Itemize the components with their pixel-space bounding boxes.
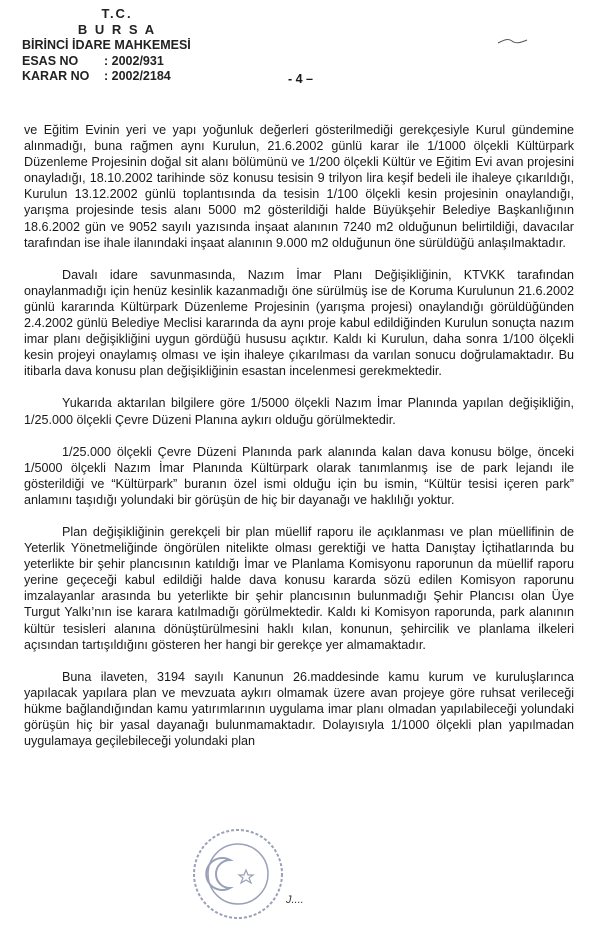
document-header — [22, 6, 212, 85]
esas-no-value: : 2002/931 — [104, 53, 164, 68]
court-name: BİRİNCİ İDARE MAHKEMESİ — [22, 38, 191, 52]
paragraph: ve Eğitim Evinin yeri ve yapı yoğunluk değerleri gösterilmediği gerekçesiyle Kurul gündemine alınmadığı, buna rağmen aynı Kurulun, 21.6.2002 günlü karar ile 1/1000 ölçekli Kültürpark Düzenleme Projesinin doğal sit alanı bölümünü ve 1/200 ölçekli Kültür ve Eğitim Evi avan projesini onayladığı, 18.10.2002 tarihinde söz konusu tesisin 9 trilyon lira keşif bedeli ile ihaleye çıkarıldığı, Kurulun 13.12.2002 günlü toplantısında da tesisin 1/100 ölçekli kesin projesinin onaylandığı, yarışma projesinde tesis alanı 5000 m2 gösterildiği halde Büyükşehir Belediye Başkanlığının 18.6.2002 gün ve 9052 sayılı yazısında inşaat alanının 7240 m2 olduğunun belirtildiği, davacılar tarafından ise ihale ilanındaki inşaat alanının 9.000 m2 olduğunun öne sürüldüğü anlaşılmaktadır. — [24, 123, 574, 250]
esas-no-label: ESAS NO — [22, 53, 79, 68]
karar-no-value: : 2002/2184 — [104, 69, 171, 83]
country-label: T.C. — [101, 6, 133, 21]
page-number: - 4 – — [288, 72, 314, 86]
paragraph: Buna ilaveten, 3194 sayılı Kanunun 26.maddesinde kamu kurum ve kuruluşlarınca yapılacak yapılara plan ve mevzuata aykırı olmamak üzere avan projeye göre ruhsat verileceği hükme bağlandığından kamu yatırımlarının uygulama imar planı olmadan yapılabileceği yolundaki görüşün hiç bir yasal dayanağı bulunmamaktadır. Dolayısıyla 1/1000 ölçekli plan yapılmadan uygulamaya geçilebileceği yolundaki plan — [24, 669, 574, 749]
pen-mark-icon — [496, 34, 530, 48]
document-body — [24, 122, 574, 765]
karar-no-label: KARAR NO — [22, 69, 90, 83]
karar-no-line — [22, 69, 212, 85]
city-label: B U R S A — [77, 22, 157, 37]
paragraph: 1/25.000 ölçekli Çevre Düzeni Planında park alanında kalan dava konusu bölge, önceki 1/5000 ölçekli Nazım İmar Planında Kültürpark olarak tanımlanmış ise de park lejandı ile gösterildiği ve “Kültürpark” buranın özel ismi olduğu için bu ismin, “Kültür tesisi içeren park” anlamını taşıdığı yolundaki bir görüşün de hiç bir dayanağı ve haklılığı yoktur. — [24, 444, 574, 507]
paragraph: Yukarıda aktarılan bilgilere göre 1/5000 ölçekli Nazım İmar Planında yapılan değişikliğin, 1/25.000 ölçekli Çevre Düzeni Planına aykırı olduğu görülmektedir. — [24, 396, 574, 427]
signature: J.... — [286, 894, 304, 906]
esas-no-line — [22, 54, 212, 70]
paragraph: Plan değişikliğinin gerekçeli bir plan müellif raporu ile açıklanması ve plan müellifinin de Yeterlik Yönetmeliğinde öngörülen nitelikte olması gerektiği ve hatta Danıştay İçtihatlarında bu yeterlikte bir şehir plancısının katıldığı İmar ve Planlama Komisyonu raporunun da müellif raporu yerine geçeceği kabul edildiği halde dava konusu kararda sözü edilen Komisyon raporunu imzalayanlar arasında bu yeterlikte bir şehir plancısının bulunmadığı Şehir Plancısı olan Üye Turgut Yalkı’nın ise karara katılmadığı görülmektedir. Kaldı ki Komisyon raporunda, park alanının kültür tesisleri alanına dönüştürülmesini haklı kılan, konunun, şehircilik ve planlama ilkeleri açısından tartışıldığını gösteren her hangi bir gerekçe yer almamaktadır. — [24, 524, 574, 652]
paragraph: Davalı idare savunmasında, Nazım İmar Planı Değişikliğinin, KTVKK tarafından onaylanmadığı için henüz kesinlik kazanmadığı öne sürülmüş ise de Koruma Kurulunun 21.6.2002 günlü kararında Kültürpark Düzenleme Projesinin (yarışma projesi) onaylandığı görüldüğünden 2.4.2002 günlü Belediye Meclisi kararında da aynı proje kabul edildiğinden Kurulun sonuçta nazım imar planı değişikliğini uygun gördüğü hususu açıktır. Kaldı ki Kurulun, daha sonra 1/100 ölçekli kesin projeyi onaylamış olması ve işin ihaleye çıkarılması da varılan sonucu doğrulamaktadır. Bu itibarla dava konusu plan değişikliğinin esastan incelenmesi gerekmektedir. — [24, 267, 574, 379]
court-seal-icon — [190, 826, 286, 922]
